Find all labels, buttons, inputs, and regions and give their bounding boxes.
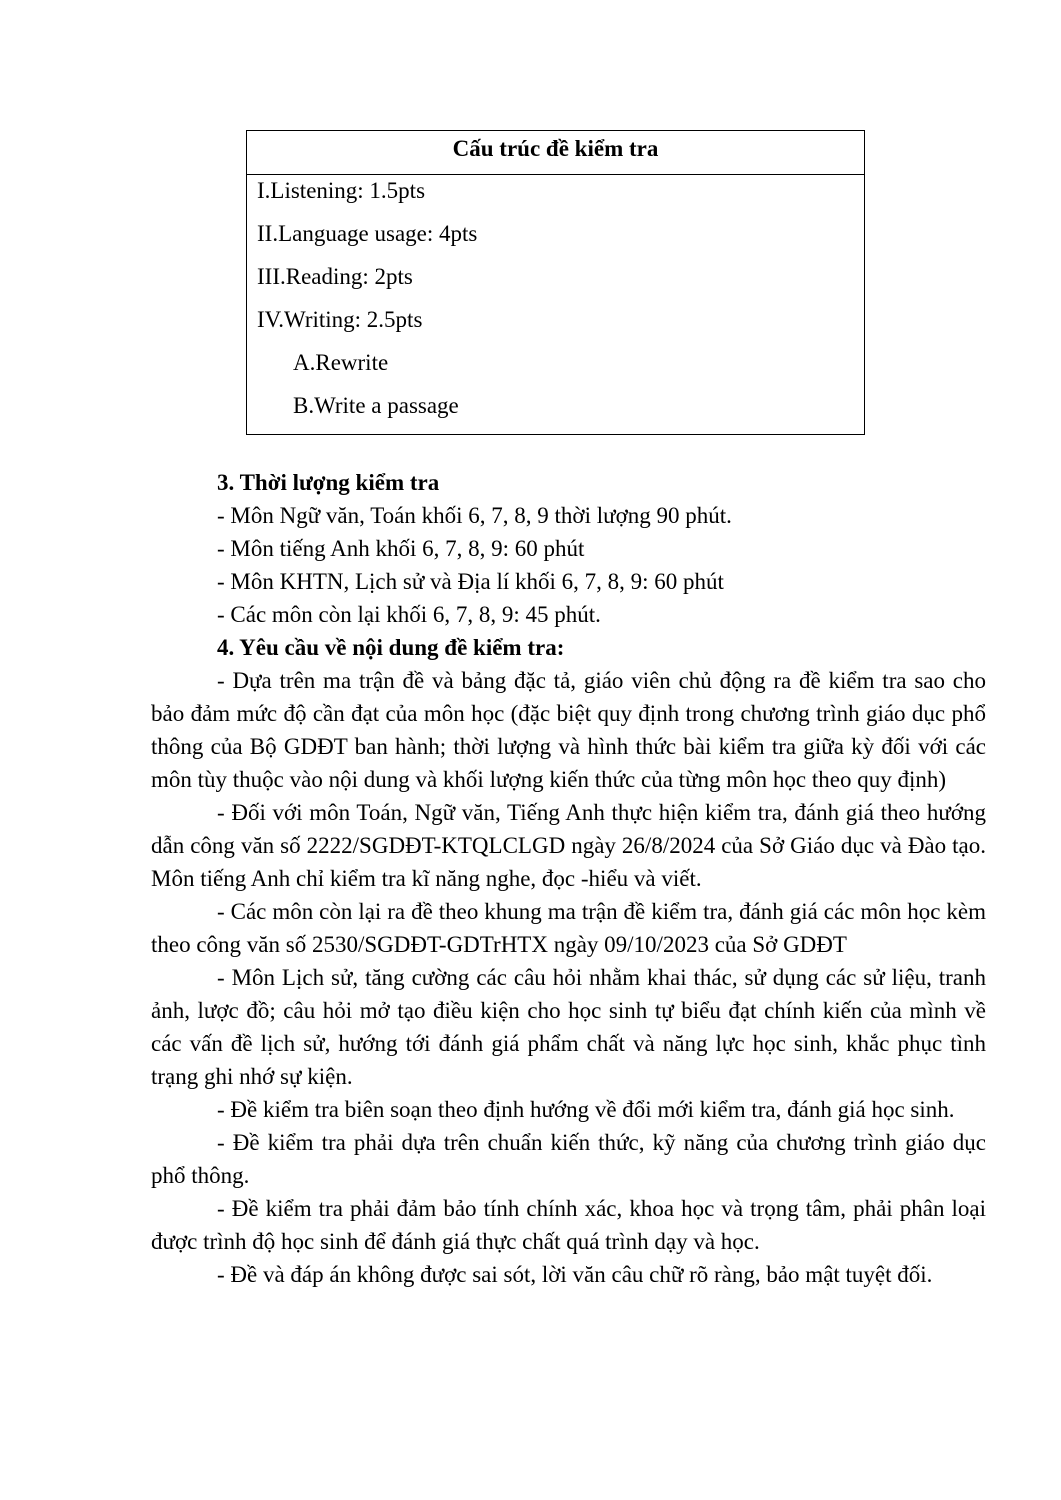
requirement-paragraph: - Đề kiểm tra phải dựa trên chuẩn kiến thức, kỹ năng của chương trình giáo dục phổ thông. (151, 1130, 986, 1188)
exam-structure-title: Cấu trúc đề kiểm tra (247, 131, 864, 175)
section-4-heading: 4. Yêu cầu về nội dung đề kiểm tra: (217, 635, 565, 660)
requirement-paragraph: - Đề kiểm tra phải đảm bảo tính chính xác, khoa học và trọng tâm, phải phân loại được trình độ học sinh để đánh giá thực chất quá trình dạy và học. (151, 1196, 986, 1254)
duration-line: - Môn KHTN, Lịch sử và Địa lí khối 6, 7, 8, 9: 60 phút (217, 569, 724, 594)
duration-line: - Môn tiếng Anh khối 6, 7, 8, 9: 60 phút (217, 536, 585, 561)
exam-structure-table (246, 130, 865, 435)
requirement-paragraph: - Đề và đáp án không được sai sót, lời văn câu chữ rõ ràng, bảo mật tuyệt đối. (217, 1262, 933, 1287)
structure-item-writing: IV.Writing: 2.5pts (257, 307, 423, 332)
structure-item-listening: I.Listening: 1.5pts (257, 178, 426, 203)
requirement-paragraph: - Đối với môn Toán, Ngữ văn, Tiếng Anh thực hiện kiểm tra, đánh giá theo hướng dẫn công văn số 2222/SGDĐT-KTQLCLGD ngày 26/8/2024 của Sở Giáo dục và Đào tạo. Môn tiếng Anh chỉ kiểm tra kĩ năng nghe, đọc -hiểu và viết. (151, 800, 986, 891)
duration-line: - Các môn còn lại khối 6, 7, 8, 9: 45 phút. (217, 602, 601, 627)
exam-structure-list (247, 175, 864, 433)
section-3-heading: 3. Thời lượng kiểm tra (217, 470, 440, 495)
structure-item-reading: III.Reading: 2pts (257, 264, 413, 289)
document-body (151, 466, 986, 1291)
duration-line: - Môn Ngữ văn, Toán khối 6, 7, 8, 9 thời lượng 90 phút. (217, 503, 732, 528)
structure-item-language-usage: II.Language usage: 4pts (257, 221, 478, 246)
requirement-paragraph: - Các môn còn lại ra đề theo khung ma trận đề kiểm tra, đánh giá các môn học kèm theo công văn số 2530/SGDĐT-GDTrHTX ngày 09/10/2023 của Sở GDĐT (151, 899, 986, 957)
structure-subitem-write-passage: B.Write a passage (293, 393, 459, 418)
requirement-paragraph: - Dựa trên ma trận đề và bảng đặc tả, giáo viên chủ động ra đề kiểm tra sao cho bảo đảm mức độ cần đạt của môn học (đặc biệt quy định trong chương trình giáo dục phổ thông của Bộ GDĐT ban hành; thời lượng và hình thức bài kiểm tra giữa kỳ đối với các môn tùy thuộc vào nội dung và khối lượng kiến thức của từng môn học theo quy định) (151, 668, 986, 792)
structure-subitem-rewrite: A.Rewrite (293, 350, 389, 375)
requirement-paragraph: - Đề kiểm tra biên soạn theo định hướng về đổi mới kiểm tra, đánh giá học sinh. (217, 1097, 955, 1122)
requirement-paragraph: - Môn Lịch sử, tăng cường các câu hỏi nhằm khai thác, sử dụng các sử liệu, tranh ảnh, lược đồ; câu hỏi mở tạo điều kiện cho học sinh tự biểu đạt chính kiến của mình về các vấn đề lịch sử, hướng tới đánh giá phẩm chất và năng lực học sinh, khắc phục tình trạng ghi nhớ sự kiện. (151, 965, 986, 1089)
